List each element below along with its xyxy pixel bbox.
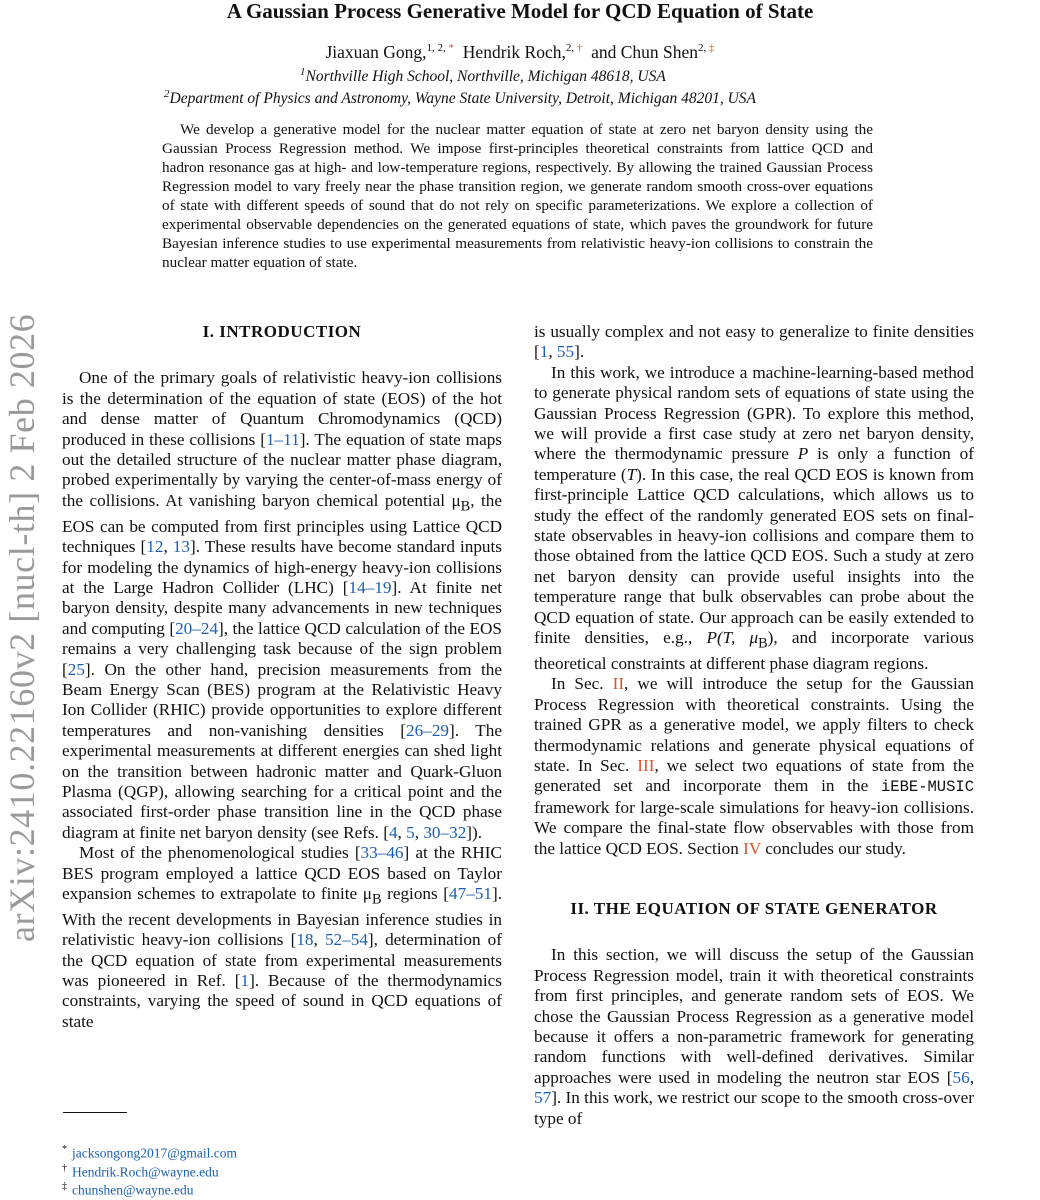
arxiv-identifier[interactable]: arXiv:2410.22160v2 [nucl-th] 2 Feb 2026 xyxy=(2,313,42,942)
text-run: One of the primary goals of relativistic heavy-ion collisions is the determination of the equation of state (EOS) of the hot and dense matter of Quantum Chromodynamics (QCD) produced in these collisions [ xyxy=(62,368,502,449)
author-affiliation-mark: 2, xyxy=(698,42,710,55)
text-run: is usually complex and not easy to generalize to finite densities [ xyxy=(534,322,974,362)
abstract-text: We develop a generative model for the nuclear matter equation of state at zero net baryon density using the Gaussian Process Regression method. We impose first-principles theoretical constraints from lattice QCD and hadron resonance gas at high- and low-temperature regions, respectively. By allowing the trained Gaussian Process Regression model to vary freely near the phase transition region, we generate random smooth cross-over equations of state with different speeds of sound that do not rely on specific parameterizations. We explore a collection of experimental observable dependencies on the generated equations of state, which paves the groundwork for future Bayesian inference studies to use experimental measurements from relativistic heavy-ion collisions to constrain the nuclear matter equation of state. xyxy=(162,121,873,271)
text-run: ]). xyxy=(466,822,483,842)
text-run: regions [ xyxy=(381,884,449,903)
text-run: is only a function of temperature ( xyxy=(534,444,974,484)
math-expression: P(T, μ xyxy=(706,628,759,648)
math-subscript: B xyxy=(460,498,471,515)
text-run: , xyxy=(414,822,424,842)
citation-link[interactable]: 1 xyxy=(240,971,250,991)
citation-link[interactable]: 14–19 xyxy=(348,577,392,597)
affiliation-1 xyxy=(300,65,666,86)
citation-link[interactable]: 47–51 xyxy=(449,884,492,903)
citation-link[interactable]: 5 xyxy=(406,822,415,842)
affiliation-2 xyxy=(164,87,756,108)
citation-link[interactable]: 30–32 xyxy=(423,822,467,842)
section-link[interactable]: III xyxy=(637,755,655,775)
text-run: ]. With the recent developments in Bayesian inference studies in relativistic heavy-ion collisions [ xyxy=(62,884,502,950)
text-run: , we will introduce the setup for the Gaussian Process Regression with theoretical constraints. Using the trained GPR as a generative model, we apply filters to check thermodynamic relations and generate physical equations of state. In Sec. xyxy=(534,674,974,775)
text-run: ]. xyxy=(574,342,585,362)
author-affiliation-mark: 2, xyxy=(565,42,577,55)
text-run: ]. The equation of state maps out the detailed structure of the nuclear matter phase diagram, probed experimentally by varying the center-of-mass energy of the collisions. At vanishing baryon chemical potential μ xyxy=(62,429,502,510)
footnote-divider xyxy=(63,1112,127,1113)
eos-paragraph-1 xyxy=(534,945,974,1129)
email-link[interactable]: jacksongong2017@gmail.com xyxy=(72,1145,238,1161)
citation-link[interactable]: 33–46 xyxy=(360,843,404,863)
text-run: , the EOS can be computed from first principles using Lattice QCD techniques [ xyxy=(62,490,502,557)
text-run: , and incorporate various theoretical constraints at different phase diagram regions. xyxy=(534,628,974,673)
author-name: Jiaxuan Gong, xyxy=(325,42,427,62)
citation-link[interactable]: 25 xyxy=(67,659,85,679)
paper-title: A Gaussian Process Generative Model for QCD Equation of State xyxy=(226,0,814,23)
text-run: ] at the RHIC BES program employed a lattice QCD EOS based on Taylor expansion schemes to extrapolate to finite μ xyxy=(62,843,502,903)
affiliation-number: 1 xyxy=(300,65,306,78)
citation-link[interactable]: 1–11 xyxy=(265,429,300,449)
text-run: In this section, we will discuss the setup of the Gaussian Process Regression model, train it with theoretical constraints from first principles, and generate random sets of EOS. We chose the Gaussian Process Regression as a generative model because it offers a non-parametric framework for generating random functions with well-defined derivatives. Similar approaches were used in modeling the neutron star EOS [ xyxy=(534,945,974,1087)
author-name: and Chun Shen xyxy=(591,42,699,62)
math-subscript: B xyxy=(371,891,382,908)
footnote-mark: † xyxy=(62,1163,67,1174)
section-heading-eos-generator: II. THE EQUATION OF STATE GENERATOR xyxy=(570,899,938,918)
author-footnote-mark[interactable]: * xyxy=(448,42,455,55)
footnote-3 xyxy=(62,1179,194,1199)
math-variable: T xyxy=(626,464,637,484)
text-run: , xyxy=(397,822,407,842)
affiliation-number: 2 xyxy=(164,87,170,100)
citation-link[interactable]: 57 xyxy=(534,1088,552,1108)
footnote-1 xyxy=(62,1142,237,1162)
citation-link[interactable]: 12 xyxy=(146,537,164,557)
text-run: framework for large-scale simulations for heavy-ion collisions. We compare the final-state flow observables with those from the lattice QCD EOS. Section xyxy=(534,797,974,858)
text-run: In this work, we introduce a machine-learning-based method to generate physical random sets of equations of state using the Gaussian Process Regression (GPR). To explore this method, we will provide a first case study at zero net baryon density, where the thermodynamic pressure xyxy=(534,362,974,464)
email-link[interactable]: chunshen@wayne.edu xyxy=(72,1182,194,1198)
text-run: ]. These results have become standard inputs for modeling the dynamics of high-energy heavy-ion collisions at the Large Hadron Collider (LHC) [ xyxy=(62,537,502,597)
abstract xyxy=(162,120,873,272)
citation-link[interactable]: 4 xyxy=(388,822,398,842)
text-run: ]. On the other hand, precision measurements from the Beam Energy Scan (BES) program at the Relativistic Heavy Ion Collider (RHIC) provide opportunities to explore different temperatures and non-vanishing densities [ xyxy=(62,659,502,740)
affiliation-text: Department of Physics and Astronomy, Wayne State University, Detroit, Michigan 48201, USA xyxy=(169,90,756,107)
citation-link[interactable]: 56 xyxy=(952,1067,970,1087)
citation-link[interactable]: 18 xyxy=(296,930,314,950)
text-run: , xyxy=(313,930,325,950)
citation-link[interactable]: 13 xyxy=(172,537,190,557)
citation-link[interactable]: 20–24 xyxy=(175,618,219,638)
citation-link[interactable]: 26–29 xyxy=(406,720,449,740)
text-run: ]. At finite net baryon density, despite many advancements in new techniques and computing [ xyxy=(62,577,502,638)
text-run: ], determination of the QCD equation of state from experimental measurements was pioneered in Ref. [ xyxy=(62,930,503,991)
citation-link[interactable]: 1 xyxy=(539,342,549,362)
affiliation-text: Northville High School, Northville, Michigan 48618, USA xyxy=(305,68,666,85)
author-name: Hendrik Roch, xyxy=(462,42,566,62)
author-affiliation-mark: 1, 2, xyxy=(426,42,449,55)
code-name: iEBE-MUSIC xyxy=(880,778,974,797)
text-run: ]. The experimental measurements at different energies can shed light on the transition between hadronic matter and Quark-Gluon Plasma (QGP), allowing searching for a critical point and the associated first-order phase transition line in the QCD phase diagram at finite net baryon density (see Refs. [ xyxy=(62,720,502,842)
email-link[interactable]: Hendrik.Roch@wayne.edu xyxy=(72,1164,219,1180)
text-run: , xyxy=(548,342,557,362)
text-run: ]. In this work, we restrict our scope to the smooth cross-over type of xyxy=(534,1088,974,1128)
intro-paragraph-4 xyxy=(534,674,974,859)
text-run: Most of the phenomenological studies [ xyxy=(79,843,361,863)
text-run: ). In this case, the real QCD EOS is known from first-principle Lattice QCD calculations, which allows us to study the effect of the randomly generated EOS sets on final-state observables in heavy-ion collisions and compare them to those obtained from the lattice QCD EOS. Such a study at zero net baryon density can provide useful insights into the temperature range that bulk observables can probe about the QCD equation of state. Our approach can be easily extended to finite densities, e.g., xyxy=(534,464,974,648)
intro-paragraph-2 xyxy=(62,843,502,1032)
footnote-mark: ‡ xyxy=(62,1181,67,1192)
author-footnote-mark[interactable]: † xyxy=(576,42,583,55)
right-column xyxy=(534,322,974,1129)
math-subscript: B xyxy=(758,635,768,652)
text-run: ]. Because of the thermodynamics constraints, varying the speed of sound in QCD equations of state xyxy=(62,971,502,1031)
text-run: , xyxy=(969,1067,974,1087)
section-heading-introduction: I. INTRODUCTION xyxy=(202,322,362,341)
footnote-2 xyxy=(62,1161,219,1181)
text-run: , we select two equations of state from the generated set and incorporate them in the xyxy=(534,755,974,796)
section-link[interactable]: IV xyxy=(743,838,761,858)
math-variable: P xyxy=(797,444,809,464)
intro-paragraph-3 xyxy=(534,363,974,675)
author-list xyxy=(0,42,1040,63)
math-expression: ) xyxy=(767,628,774,648)
author-footnote-mark[interactable]: ‡ xyxy=(709,42,715,55)
citation-link[interactable]: 52–54 xyxy=(324,930,368,950)
text-run: concludes our study. xyxy=(760,838,906,858)
citation-link[interactable]: 55 xyxy=(556,342,575,362)
footnote-mark: * xyxy=(62,1144,67,1155)
text-run: In Sec. xyxy=(551,674,613,694)
text-run: , xyxy=(163,537,173,557)
left-column xyxy=(62,322,502,1032)
section-link[interactable]: II xyxy=(612,674,625,694)
intro-paragraph-1 xyxy=(62,368,502,843)
text-run: ], the lattice QCD calculation of the EOS remains a very challenging task because of the sign problem [ xyxy=(62,618,502,679)
intro-paragraph-continued xyxy=(534,322,974,363)
